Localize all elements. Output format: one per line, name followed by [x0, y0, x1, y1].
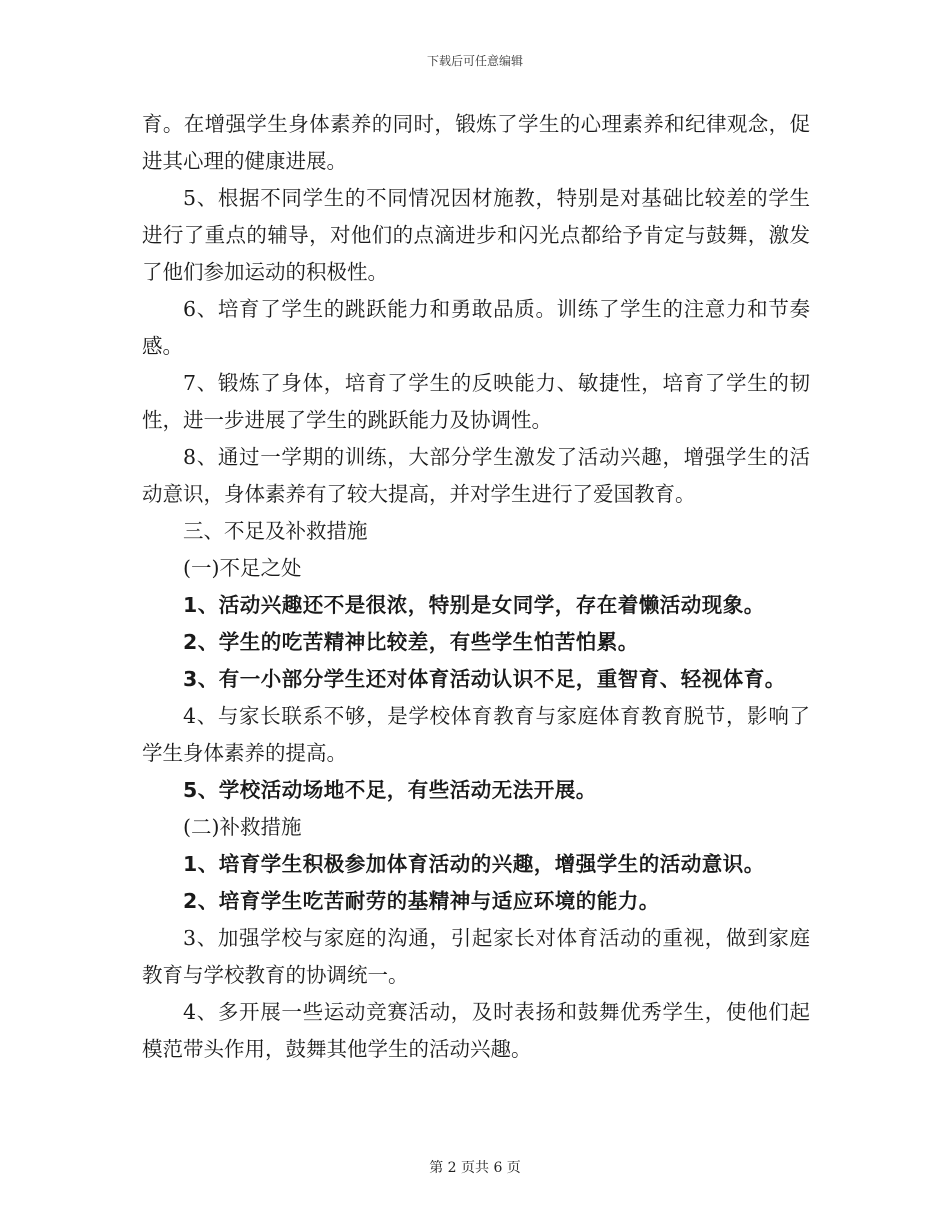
shortcoming-item-4: 4、与家长联系不够，是学校体育教育与家庭体育教育脱节，影响了学生身体素养的提高。	[142, 704, 810, 765]
remedy-item-3: 3、加强学校与家庭的沟通，引起家长对体育活动的重视，做到家庭教育与学校教育的协调统一。	[142, 926, 810, 987]
remedy-item-1: 1、培育学生积极参加体育活动的兴趣，增强学生的活动意识。	[183, 852, 765, 876]
paragraph-item-7: 7、锻炼了身体，培育了学生的反映能力、敏捷性，培育了学生的韧性，进一步进展了学生的跳跃能力及协调性。	[142, 371, 810, 432]
document-body	[142, 106, 810, 1068]
shortcoming-item-5: 5、学校活动场地不足，有些活动无法开展。	[183, 778, 597, 802]
paragraph-item-5: 5、根据不同学生的不同情况因材施教，特别是对基础比较差的学生进行了重点的辅导，对他们的点滴进步和闪光点都给予肯定与鼓舞，激发了他们参加运动的积极性。	[142, 186, 810, 284]
remedy-item-4: 4、多开展一些运动竞赛活动，及时表扬和鼓舞优秀学生，使他们起模范带头作用，鼓舞其他学生的活动兴趣。	[142, 1000, 810, 1061]
page-header: 下载后可任意编辑	[426, 54, 523, 68]
section-heading-3: 三、不足及补救措施	[183, 519, 368, 543]
page-footer: 第 2 页共 6 页	[429, 1160, 521, 1176]
paragraph-continuation: 育。在增强学生身体素养的同时，锻炼了学生的心理素养和纪律观念，促进其心理的健康进展。	[142, 112, 810, 173]
shortcoming-item-1: 1、活动兴趣还不是很浓，特别是女同学，存在着懒活动现象。	[183, 593, 765, 617]
paragraph-item-6: 6、培育了学生的跳跃能力和勇敢品质。训练了学生的注意力和节奏感。	[142, 297, 810, 358]
shortcoming-item-3: 3、有一小部分学生还对体育活动认识不足，重智育、轻视体育。	[183, 667, 786, 691]
remedy-item-2: 2、培育学生吃苦耐劳的基精神与适应环境的能力。	[183, 889, 660, 913]
shortcoming-item-2: 2、学生的吃苦精神比较差，有些学生怕苦怕累。	[183, 630, 639, 654]
paragraph-item-8: 8、通过一学期的训练，大部分学生激发了活动兴趣，增强学生的活动意识，身体素养有了较大提高，并对学生进行了爱国教育。	[142, 445, 810, 506]
subsection-heading-shortcomings: (一)不足之处	[183, 556, 302, 580]
subsection-heading-remedies: (二)补救措施	[183, 815, 302, 839]
